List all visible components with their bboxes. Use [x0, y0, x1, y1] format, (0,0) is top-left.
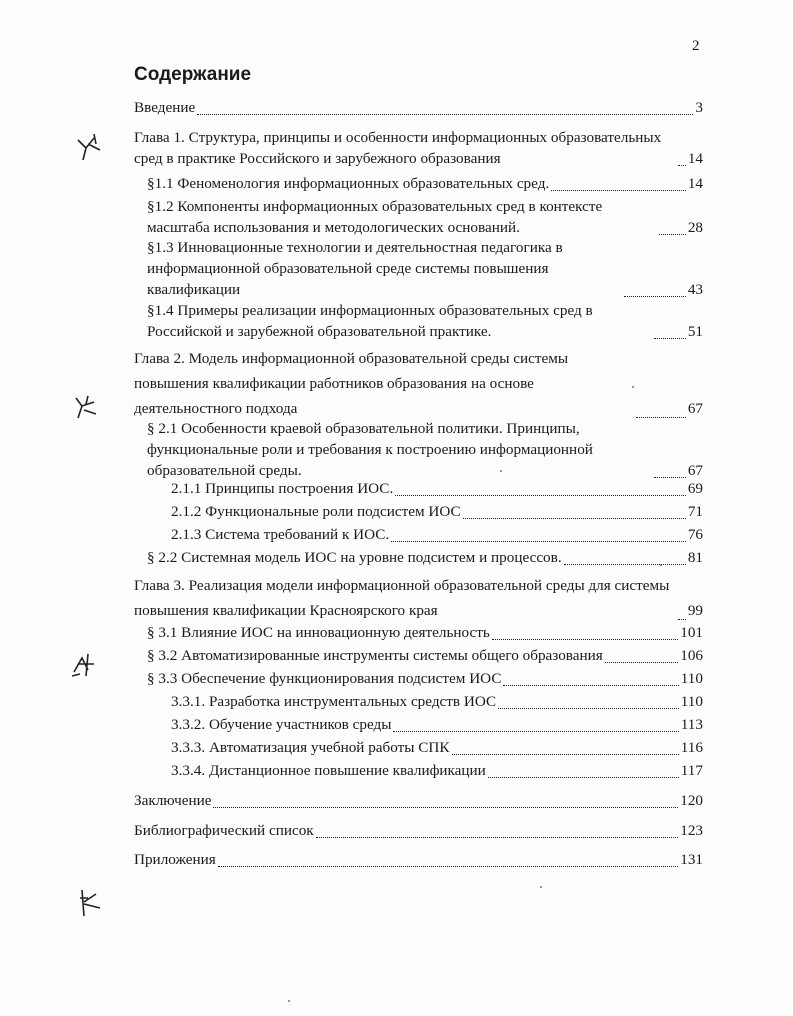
toc-entry-2-1-3: 2.1.3 Система требований к ИОС. 76	[171, 526, 703, 543]
handwritten-mark	[72, 392, 102, 426]
toc-entry-section-3-3: § 3.3 Обеспечение функционирования подсистем ИОС 110	[147, 670, 703, 687]
toc-entry-chapter-3: Глава 3. Реализация модели информационной образовательной среды для системы повышения квалификации Красноярского края 99	[134, 577, 703, 619]
toc-entry-introduction: Введение 3	[134, 99, 703, 116]
toc-entry-section-3-1: § 3.1 Влияние ИОС на инновационную деятельность 101	[147, 624, 703, 641]
page-number: 2	[692, 38, 700, 54]
toc-entry-3-3-2: 3.3.2. Обучение участников среды 113	[171, 716, 703, 733]
toc-entry-section-1-4: §1.4 Примеры реализации информационных образовательных сред в Российской и зарубежной образовательной практике. 51	[147, 302, 703, 340]
handwritten-mark	[74, 886, 104, 922]
toc-entry-section-1-2: §1.2 Компоненты информационных образовательных сред в контексте масштаба использования и методологических оснований. 28	[147, 198, 703, 236]
handwritten-mark	[68, 648, 100, 682]
toc-entry-section-2-2: § 2.2 Системная модель ИОС на уровне подсистем и процессов. 81	[147, 549, 703, 566]
toc-entry-3-3-4: 3.3.4. Дистанционное повышение квалификации 117	[171, 762, 703, 779]
toc-entry-section-3-2: § 3.2 Автоматизированные инструменты системы общего образования 106	[147, 647, 703, 664]
toc-entry-section-1-1: §1.1 Феноменология информационных образовательных сред. 14	[147, 175, 703, 192]
toc-entry-chapter-1: Глава 1. Структура, принципы и особенности информационных образовательных сред в практике Российского и зарубежного образования 14	[134, 129, 703, 167]
toc-entry-3-3-1: 3.3.1. Разработка инструментальных средств ИОС 110	[171, 693, 703, 710]
toc-entry-2-1-1: 2.1.1 Принципы построения ИОС. 69	[171, 480, 703, 497]
toc-entry-chapter-2: Глава 2. Модель информационной образовательной среды системы повышения квалификации работников образования на основе деятельностного подхода 67	[134, 350, 703, 417]
page-title: Содержание	[134, 64, 252, 85]
toc-entry-3-3-3: 3.3.3. Автоматизация учебной работы СПК 116	[171, 739, 703, 756]
toc-entry-2-1-2: 2.1.2 Функциональные роли подсистем ИОС 71	[171, 503, 703, 520]
toc-entry-appendices: Приложения 131	[134, 851, 703, 868]
toc-entry-section-1-3: §1.3 Инновационные технологии и деятельностная педагогика в информационной образовательной среде системы повышения квалификации 43	[147, 239, 703, 298]
handwritten-mark	[74, 130, 104, 164]
toc-entry-section-2-1: § 2.1 Особенности краевой образовательной политики. Принципы, функциональные роли и требования к построению информационной образовательной среды. 67	[147, 420, 703, 479]
toc-entry-conclusion: Заключение 120	[134, 792, 703, 809]
toc-entry-bibliography: Библиографический список 123	[134, 822, 703, 839]
